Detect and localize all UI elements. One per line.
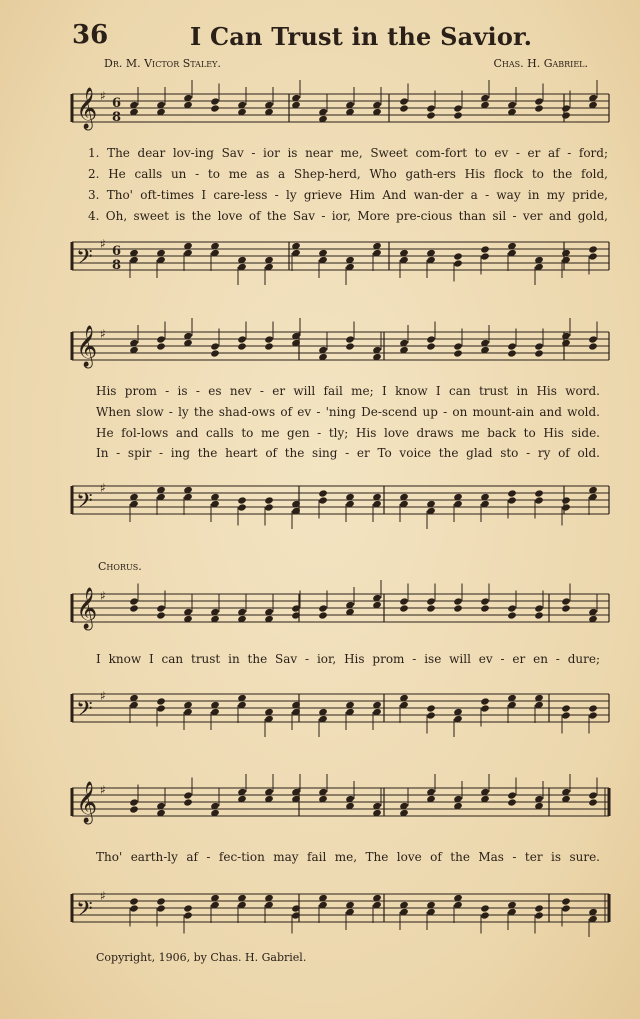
note-head: [507, 604, 517, 612]
note-head: [210, 104, 220, 112]
note-head: [534, 489, 544, 497]
note-head: [345, 335, 355, 343]
note-head: [318, 611, 328, 619]
note-head: [453, 604, 463, 612]
time-signature-top: 6: [112, 244, 122, 259]
verse-3-line-1: 3. Tho' oft-times I care-less - ly grieve Him And wan-der a - way in my pride,: [88, 188, 608, 202]
treble-clef-icon: 𝄞: [76, 782, 98, 823]
note-head: [507, 342, 517, 350]
note-head: [156, 897, 166, 905]
note-head: [318, 604, 328, 612]
note-head: [507, 798, 517, 806]
note-head: [210, 349, 220, 357]
note-head: [156, 704, 166, 712]
treble-staff-3: [64, 584, 614, 634]
time-signature-bottom: 8: [112, 258, 122, 273]
note-head: [156, 611, 166, 619]
sharp-icon: ♯: [100, 889, 106, 903]
note-head: [480, 252, 490, 260]
note-head: [183, 791, 193, 799]
note-head: [426, 711, 436, 719]
note-head: [561, 496, 571, 504]
note-head: [561, 111, 571, 119]
note-head: [399, 604, 409, 612]
note-head: [507, 489, 517, 497]
note-head: [183, 904, 193, 912]
note-head: [480, 704, 490, 712]
note-head: [480, 597, 490, 605]
sharp-icon: ♯: [100, 481, 106, 495]
treble-clef-icon: 𝄞: [76, 88, 98, 129]
bass-staff-2: [64, 476, 614, 526]
note-head: [561, 704, 571, 712]
note-head: [453, 597, 463, 605]
note-head: [345, 342, 355, 350]
note-head: [561, 904, 571, 912]
note-head: [480, 904, 490, 912]
note-head: [426, 604, 436, 612]
note-head: [588, 704, 598, 712]
note-head: [183, 911, 193, 919]
note-head: [129, 904, 139, 912]
note-head: [507, 496, 517, 504]
note-head: [129, 798, 139, 806]
treble-clef-icon: 𝄞: [76, 326, 98, 367]
note-head: [156, 604, 166, 612]
sharp-icon: ♯: [100, 327, 106, 341]
verse-1-line-2: His prom - is - es nev - er will fail me; I know I can trust in His word.: [96, 384, 600, 398]
note-head: [561, 597, 571, 605]
chorus-label: Chorus.: [98, 560, 142, 573]
note-head: [534, 342, 544, 350]
note-head: [264, 496, 274, 504]
treble-staff-1: [64, 84, 614, 134]
bass-clef-icon: 𝄢: [76, 697, 93, 727]
note-head: [480, 245, 490, 253]
sharp-icon: ♯: [100, 89, 106, 103]
note-head: [453, 259, 463, 267]
copyright-notice: Copyright, 1906, by Chas. H. Gabriel.: [96, 951, 307, 964]
note-head: [426, 104, 436, 112]
note-head: [156, 342, 166, 350]
note-head: [426, 335, 436, 343]
note-head: [129, 597, 139, 605]
note-head: [318, 489, 328, 497]
note-head: [534, 104, 544, 112]
note-head: [426, 342, 436, 350]
verse-2-line-2: When slow - ly the shad-ows of ev - 'ning De-scend up - on mount-ain and wold.: [96, 405, 600, 419]
note-head: [237, 342, 247, 350]
note-head: [534, 911, 544, 919]
note-head: [399, 597, 409, 605]
note-head: [534, 604, 544, 612]
note-head: [588, 245, 598, 253]
note-head: [561, 897, 571, 905]
note-head: [237, 503, 247, 511]
bass-staff-4: [64, 884, 614, 934]
note-head: [264, 335, 274, 343]
note-head: [399, 97, 409, 105]
note-head: [210, 342, 220, 350]
note-head: [588, 252, 598, 260]
note-head: [534, 97, 544, 105]
treble-staff-4: [64, 778, 614, 828]
note-head: [453, 342, 463, 350]
note-head: [588, 711, 598, 719]
bass-clef-icon: 𝄢: [76, 245, 93, 275]
chorus-line-2: Tho' earth-ly af - fec-tion may fail me, The love of the Mas - ter is sure.: [96, 850, 600, 864]
chorus-line-1: I know I can trust in the Sav - ior, His prom - ise will ev - er en - dure;: [96, 652, 600, 666]
note-head: [129, 604, 139, 612]
note-head: [561, 104, 571, 112]
note-head: [480, 604, 490, 612]
note-head: [480, 911, 490, 919]
sharp-icon: ♯: [100, 783, 106, 797]
note-head: [264, 503, 274, 511]
note-head: [561, 503, 571, 511]
note-head: [237, 496, 247, 504]
verse-1-line-1: 1. The dear lov-ing Sav - ior is near me, Sweet com-fort to ev - er af - ford;: [88, 146, 608, 160]
note-head: [480, 697, 490, 705]
sharp-icon: ♯: [100, 589, 106, 603]
note-head: [534, 611, 544, 619]
sharp-icon: ♯: [100, 237, 106, 251]
note-head: [588, 335, 598, 343]
note-head: [426, 111, 436, 119]
verse-4-line-2: In - spir - ing the heart of the sing - er To voice the glad sto - ry of old.: [96, 446, 600, 460]
treble-clef-icon: 𝄞: [76, 588, 98, 629]
note-head: [507, 791, 517, 799]
note-head: [129, 805, 139, 813]
note-head: [534, 496, 544, 504]
note-head: [318, 496, 328, 504]
hymn-title: I Can Trust in the Savior.: [190, 22, 533, 51]
note-head: [237, 335, 247, 343]
note-head: [156, 904, 166, 912]
note-head: [588, 342, 598, 350]
note-head: [453, 111, 463, 119]
note-head: [534, 349, 544, 357]
note-head: [399, 104, 409, 112]
note-head: [453, 349, 463, 357]
note-head: [561, 711, 571, 719]
time-signature-top: 6: [112, 96, 122, 111]
note-head: [426, 704, 436, 712]
note-head: [183, 798, 193, 806]
composer-credit: Chas. H. Gabriel.: [493, 57, 588, 70]
bass-staff-3: [64, 684, 614, 734]
sharp-icon: ♯: [100, 689, 106, 703]
verse-4-line-1: 4. Oh, sweet is the love of the Sav - ior, More pre-cious than sil - ver and gold,: [88, 209, 608, 223]
note-head: [264, 342, 274, 350]
bass-clef-icon: 𝄢: [76, 897, 93, 927]
note-head: [534, 904, 544, 912]
note-head: [588, 791, 598, 799]
bass-clef-icon: 𝄢: [76, 489, 93, 519]
time-signature-bottom: 8: [112, 110, 122, 125]
note-head: [507, 349, 517, 357]
note-head: [129, 897, 139, 905]
note-head: [156, 697, 166, 705]
author-credit: Dr. M. Victor Staley.: [104, 57, 221, 70]
note-head: [561, 604, 571, 612]
note-head: [588, 798, 598, 806]
bass-staff-1: [64, 232, 614, 282]
note-head: [453, 252, 463, 260]
verse-2-line-1: 2. He calls un - to me as a Shep-herd, Who gath-ers His flock to the fold,: [88, 167, 608, 181]
note-head: [453, 104, 463, 112]
treble-staff-2: [64, 322, 614, 372]
verse-3-line-2: He fol-lows and calls to me gen - tly; His love draws me back to His side.: [96, 426, 600, 440]
note-head: [156, 335, 166, 343]
note-head: [210, 97, 220, 105]
note-head: [426, 597, 436, 605]
note-head: [507, 611, 517, 619]
hymn-number: 36: [72, 20, 109, 50]
